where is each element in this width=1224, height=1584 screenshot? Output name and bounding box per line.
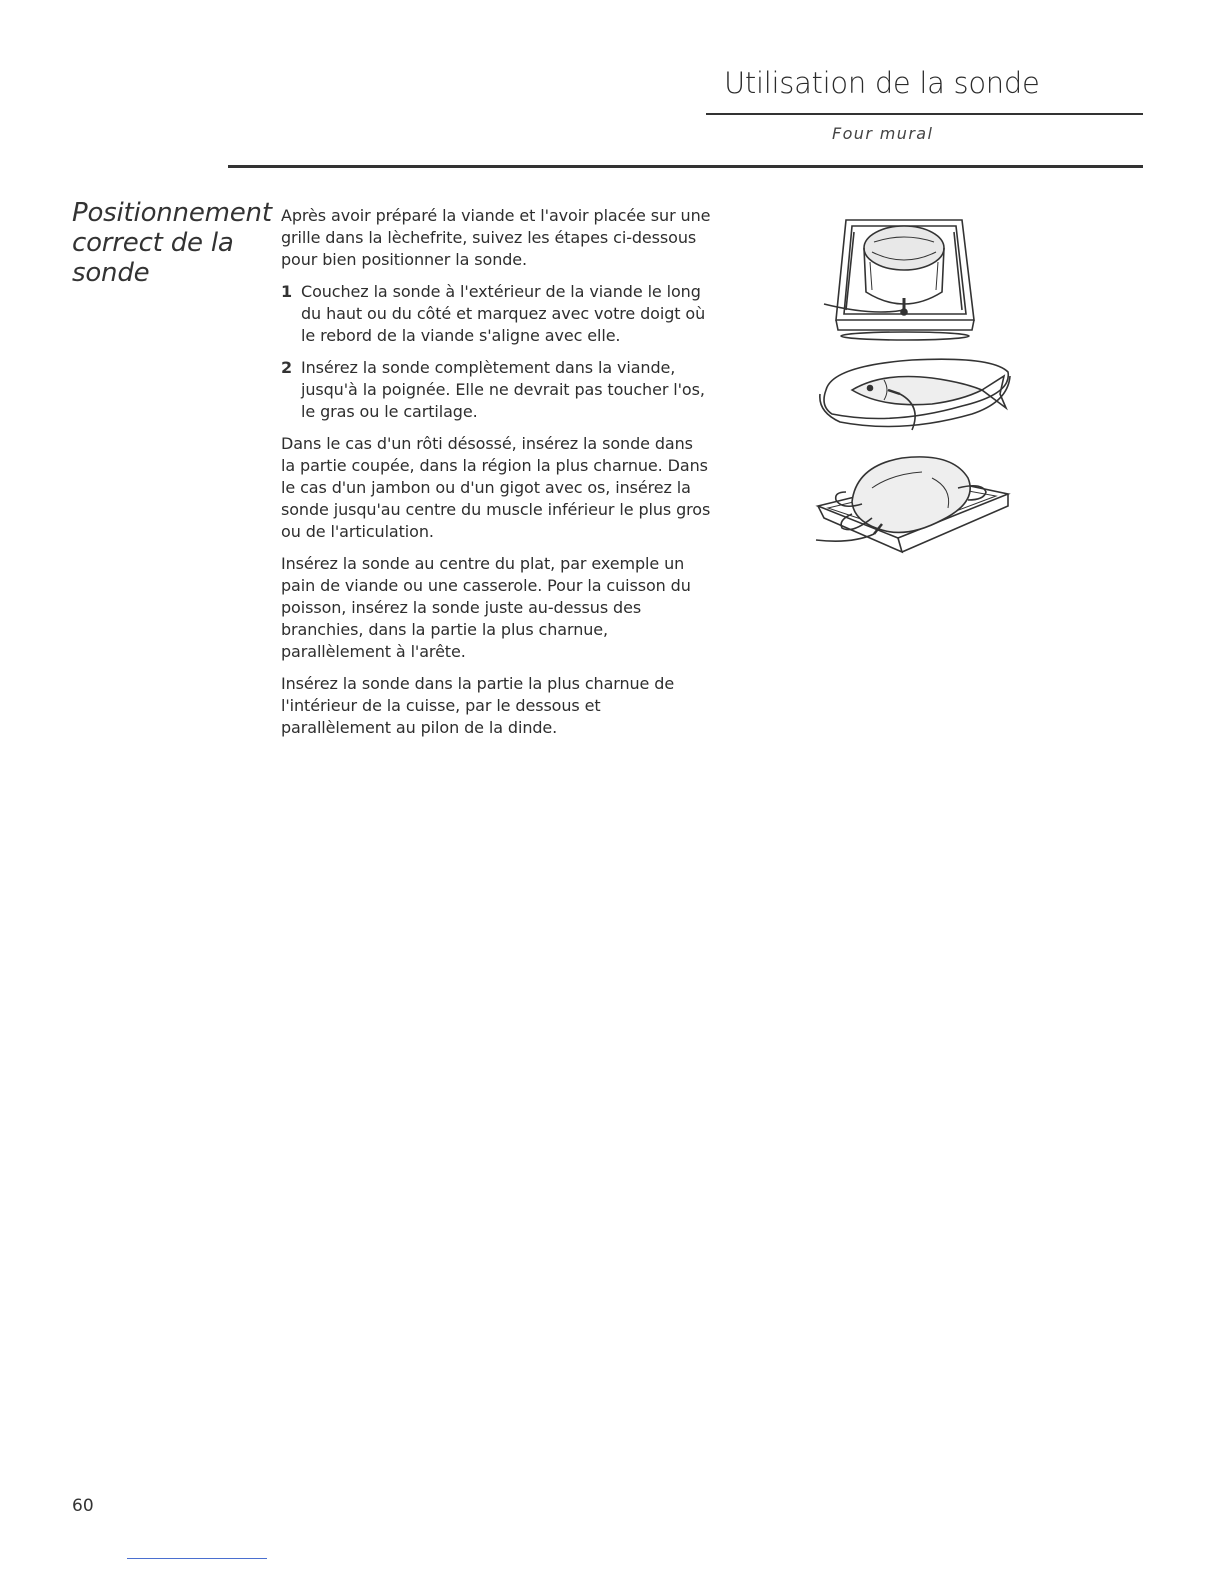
turkey-paragraph: Insérez la sonde dans la partie la plus charnue de l'intérieur de la cuisse, par le dessous et parallèlement au pilon de la dinde.	[281, 674, 675, 737]
casserole-fish-paragraph: Insérez la sonde au centre du plat, par exemple un pain de viande ou une casserole. Pour la cuisson du poisson, insérez la sonde juste au-dessus des branchies, dans la partie la plus charnue, parallèlement à l'arête.	[281, 554, 691, 661]
header-divider-short	[706, 113, 1143, 115]
page-number: 60	[72, 1496, 94, 1516]
roast-paragraph: Dans le cas d'un rôti désossé, insérez la sonde dans la partie coupée, dans la région la plus charnue. Dans le cas d'un jambon ou d'un gigot avec os, insérez la sonde jusqu'au centre du muscle inférieur le plus gros ou de l'articulation.	[281, 434, 711, 541]
step-number: 2	[281, 358, 293, 377]
section-title: Positionnement correct de la sonde	[72, 198, 272, 288]
steps-list	[281, 281, 711, 423]
page-header-title: Utilisation de la sonde	[724, 66, 1040, 100]
step-text: Insérez la sonde complètement dans la viande, jusqu'à la poignée. Elle ne devrait pas toucher l'os, le gras ou le cartilage.	[301, 358, 705, 421]
footer-rule	[127, 1558, 267, 1559]
turkey-probe-illustration	[812, 448, 1012, 566]
step-number: 1	[281, 282, 293, 301]
intro-paragraph: Après avoir préparé la viande et l'avoir placée sur une grille dans la lèchefrite, suivez les étapes ci-dessous pour bien positionner la sonde.	[281, 206, 711, 269]
fish-probe-illustration	[812, 350, 1012, 434]
page-header-subtitle: Four mural	[832, 124, 934, 143]
step-item	[281, 281, 711, 347]
step-text: Couchez la sonde à l'extérieur de la viande le long du haut ou du côté et marquez avec votre doigt où le rebord de la viande s'aligne avec elle.	[301, 282, 706, 345]
step-item	[281, 357, 711, 423]
header-divider-long	[228, 165, 1143, 168]
roast-probe-illustration	[812, 212, 1012, 344]
section-content	[281, 205, 711, 749]
